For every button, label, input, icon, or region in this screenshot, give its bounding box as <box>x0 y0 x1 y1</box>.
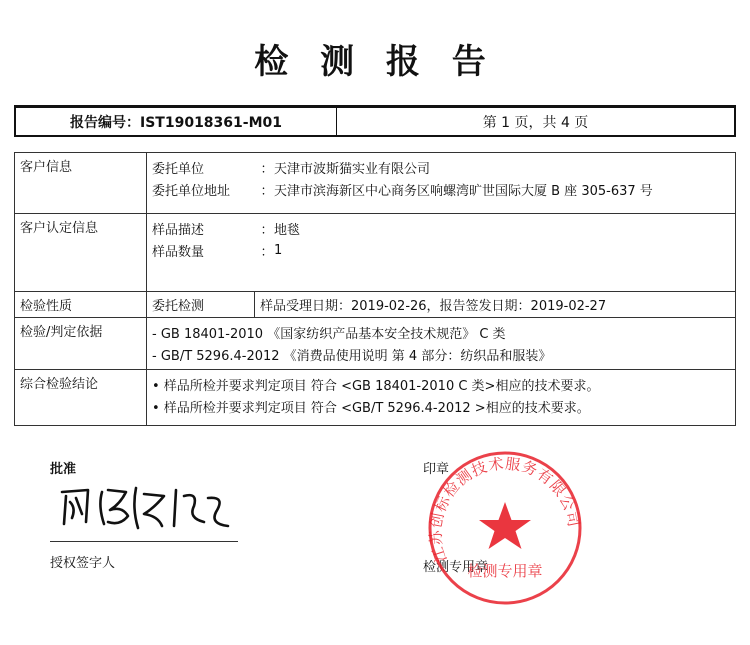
sample-desc-label: 样品描述 <box>152 222 205 238</box>
colon: ： <box>260 183 274 199</box>
page-indicator: 第 1 页，共 4 页 <box>482 114 589 131</box>
approval-label: 批准 <box>50 462 77 477</box>
inspection-seal-label: 检测专用章 <box>423 560 489 575</box>
entrust-address-value: 天津市滨海新区中心商务区响螺湾旷世国际大厦 B 座 305-637 号 <box>274 183 653 199</box>
handwritten-signature <box>58 484 233 534</box>
colon: ： <box>260 161 274 177</box>
nature-type: 委托检测 <box>147 292 255 318</box>
nature-dates: 样品受理日期：2019-02-26，报告签发日期：2019-02-27 <box>255 292 736 318</box>
report-info-table <box>14 152 736 426</box>
report-number: 报告编号：IST19018361-M01 <box>16 108 337 135</box>
sample-qty-value: 1 <box>274 242 283 258</box>
authorized-signer-label: 授权签字人 <box>50 556 116 571</box>
seal-star-icon <box>479 502 531 549</box>
sample-qty-label: 样品数量 <box>152 244 205 260</box>
sample-info-label: 客户认定信息 <box>15 214 147 292</box>
colon: ： <box>260 222 274 238</box>
basis-cell <box>147 318 736 370</box>
client-info-cell <box>147 153 736 214</box>
entrust-address-label: 委托单位地址 <box>152 183 231 199</box>
client-info-label: 客户信息 <box>15 153 147 214</box>
seal-ring-text: 江苏创标检测技术服务有限公司 <box>426 454 584 565</box>
conclusion-item: • 样品所检并要求判定项目 符合 <GB/T 5296.4-2012 >相应的技术要求。 <box>152 400 590 416</box>
company-seal-stamp <box>425 448 585 608</box>
report-title: 检 测 报 告 <box>254 42 496 82</box>
seal-center-text: 检测专用章 <box>467 562 543 580</box>
entrust-unit-value: 天津市波斯猫实业有限公司 <box>274 161 431 177</box>
basis-item: - GB/T 5296.4-2012 《消费品使用说明 第 4 部分：纺织品和服装》 <box>152 348 552 364</box>
colon: ： <box>260 244 274 260</box>
signature-line <box>50 541 238 542</box>
conclusion-label: 综合检验结论 <box>15 370 147 426</box>
conclusion-item: • 样品所检并要求判定项目 符合 <GB 18401-2010 C 类>相应的技术要求。 <box>152 378 600 394</box>
report-header-bar <box>14 105 736 137</box>
nature-label: 检验性质 <box>15 292 147 318</box>
seal-label: 印章 <box>423 462 450 477</box>
basis-item: - GB 18401-2010 《国家纺织产品基本安全技术规范》 C 类 <box>152 326 506 342</box>
basis-label: 检验/判定依据 <box>15 318 147 370</box>
entrust-unit-label: 委托单位 <box>152 161 205 177</box>
conclusion-cell <box>147 370 736 426</box>
sample-info-cell <box>147 214 736 292</box>
sample-desc-value: 地毯 <box>274 222 301 238</box>
